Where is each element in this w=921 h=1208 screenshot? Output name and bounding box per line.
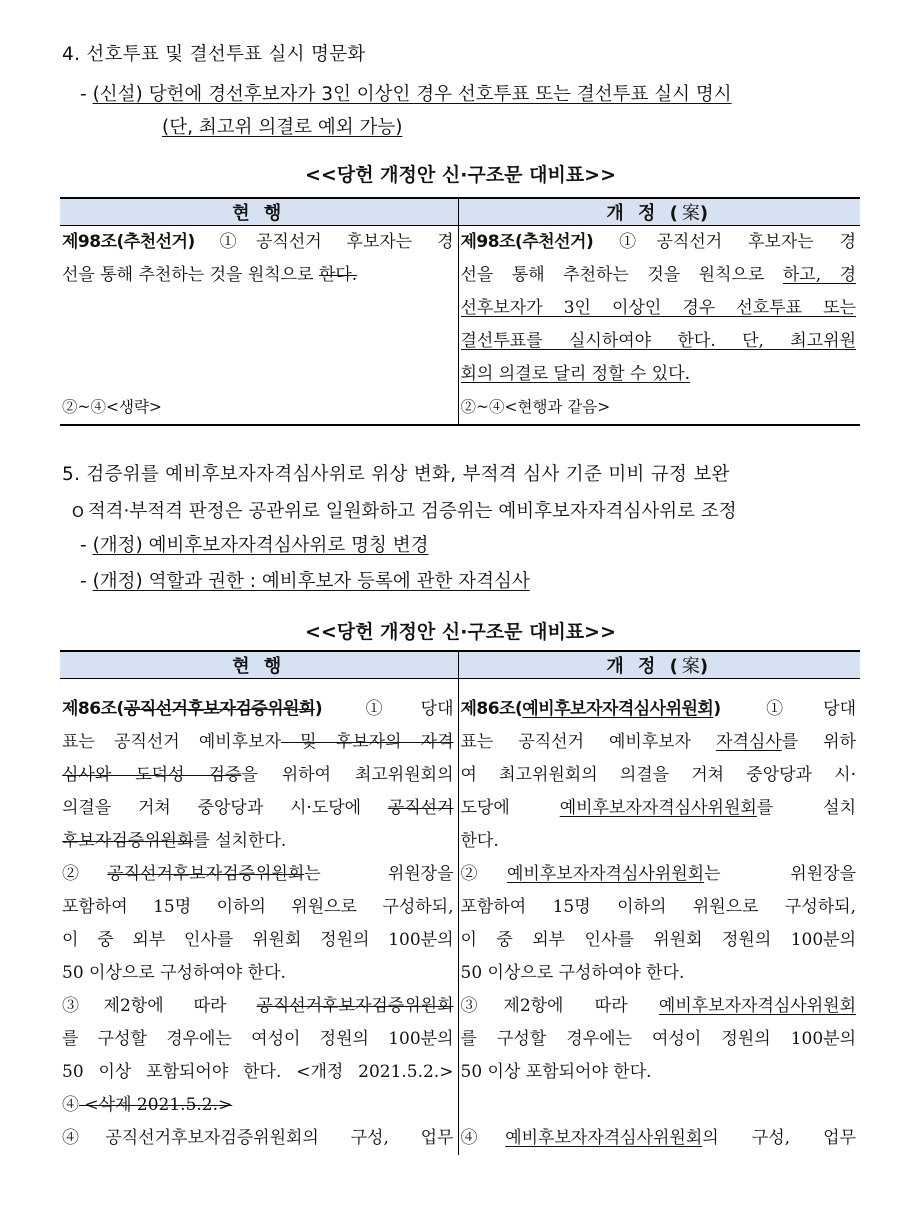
col-header-current: 현 행 xyxy=(60,651,458,679)
table2-caption: <<당헌 개정안 신·구조문 대비표>> xyxy=(305,621,616,643)
col-header-revised: 개 정 (案) xyxy=(458,651,860,679)
section4-heading: 4. 선호투표 및 결선투표 실시 명문화 xyxy=(62,44,366,65)
current-article-86: 제86조(공직선거후보자검증위원회) ①당대 표는 공직선거 예비후보자 및 후보자의 자격 심사와 도덕성 검증을 위하여 최고위원회의 의결을 거쳐 중앙당과 시·도당에 공직선거 후보자검증위원회를 설치한다. ②공직선거후보자검증위원회는 위원장을 포함하여 15명 이하의 위원으로 구성하되, 이 중 외부 인사를 위원회 정원의 100분의 50 이상으로 구성하여야 한다. ③제2항에 따라 공직선거후보자검증위원회 를 구성할 경우에는 여성이 정원의 100분의 50 이상 포함되어야 한다. <개정 2021.5.2.> ④ <삭제 2021.5.2.> ④공직선거후보자검증위원회의 구성, 업무 xyxy=(62,699,454,1148)
revised-article-86: 제86조(예비후보자자격심사위원회) ①당대 표는 공직선거 예비후보자 자격심사를 위하 여 최고위원회의 의결을 거쳐 중앙당과 시· 도당에 예비후보자자격심사위원회를 설치 한다. ②예비후보자자격심사위원회는 위원장을 포함하여 15명 이하의 위원으로 구성하되, 이 중 외부 인사를 위원회 정원의 100분의 50 이상으로 구성하여야 한다. ③제2항에 따라 예비후보자자격심사위원회 를 구성할 경우에는 여성이 정원의 100분의 50 이상 포함되어야 한다. ④예비후보자자격심사위원회의 구성, 업무 xyxy=(458,679,860,1156)
comparison-table-1 xyxy=(60,197,860,426)
col-header-revised: 개 정 (案) xyxy=(458,198,860,226)
table1-caption: <<당헌 개정안 신·구조문 대비표>> xyxy=(305,164,616,186)
current-article-98: 제98조(추천선거) ①공직선거 후보자는 경 선을 통해 추천하는 것을 원칙으로 한다. ②~④<생략> xyxy=(60,226,458,426)
section5-heading: 5. 검증위를 예비후보자자격심사위로 위상 변화, 부적격 심사 기준 미비 규정 보완 xyxy=(62,464,730,485)
comparison-table-2 xyxy=(60,650,860,1155)
section5-bullet-1: - (개정) 예비후보자자격심사위로 명칭 변경 xyxy=(80,535,429,556)
bullet-text: (신설) 당헌에 경선후보자가 3인 이상인 경우 선호투표 또는 결선투표 실시 명시 xyxy=(92,84,732,105)
col-header-current: 현 행 xyxy=(60,198,458,226)
section4-bullet-continuation: (단, 최고위 의결로 예외 가능) xyxy=(162,117,403,138)
revised-article-98: 제98조(추천선거) ①공직선거 후보자는 경 선을 통해 추천하는 것을 원칙으로 하고, 경 선후보자가 3인 이상인 경우 선호투표 또는 결선투표를 실시하여야 한다. 단, 최고위원 회의 의결로 달리 정할 수 있다. ②~④<현행과 같음> xyxy=(458,226,860,426)
section5-circle-item xyxy=(72,497,737,523)
circle-bullet: O xyxy=(72,503,84,521)
bullet-dash: - xyxy=(80,84,93,105)
section4-bullet xyxy=(80,80,732,106)
section5-bullet-2: - (개정) 역할과 권한 : 예비후보자 등록에 관한 자격심사 xyxy=(80,571,530,592)
circle-item-text: 적격·부적격 판정은 공관위로 일원화하고 검증위는 예비후보자자격심사위로 조정 xyxy=(87,501,737,522)
